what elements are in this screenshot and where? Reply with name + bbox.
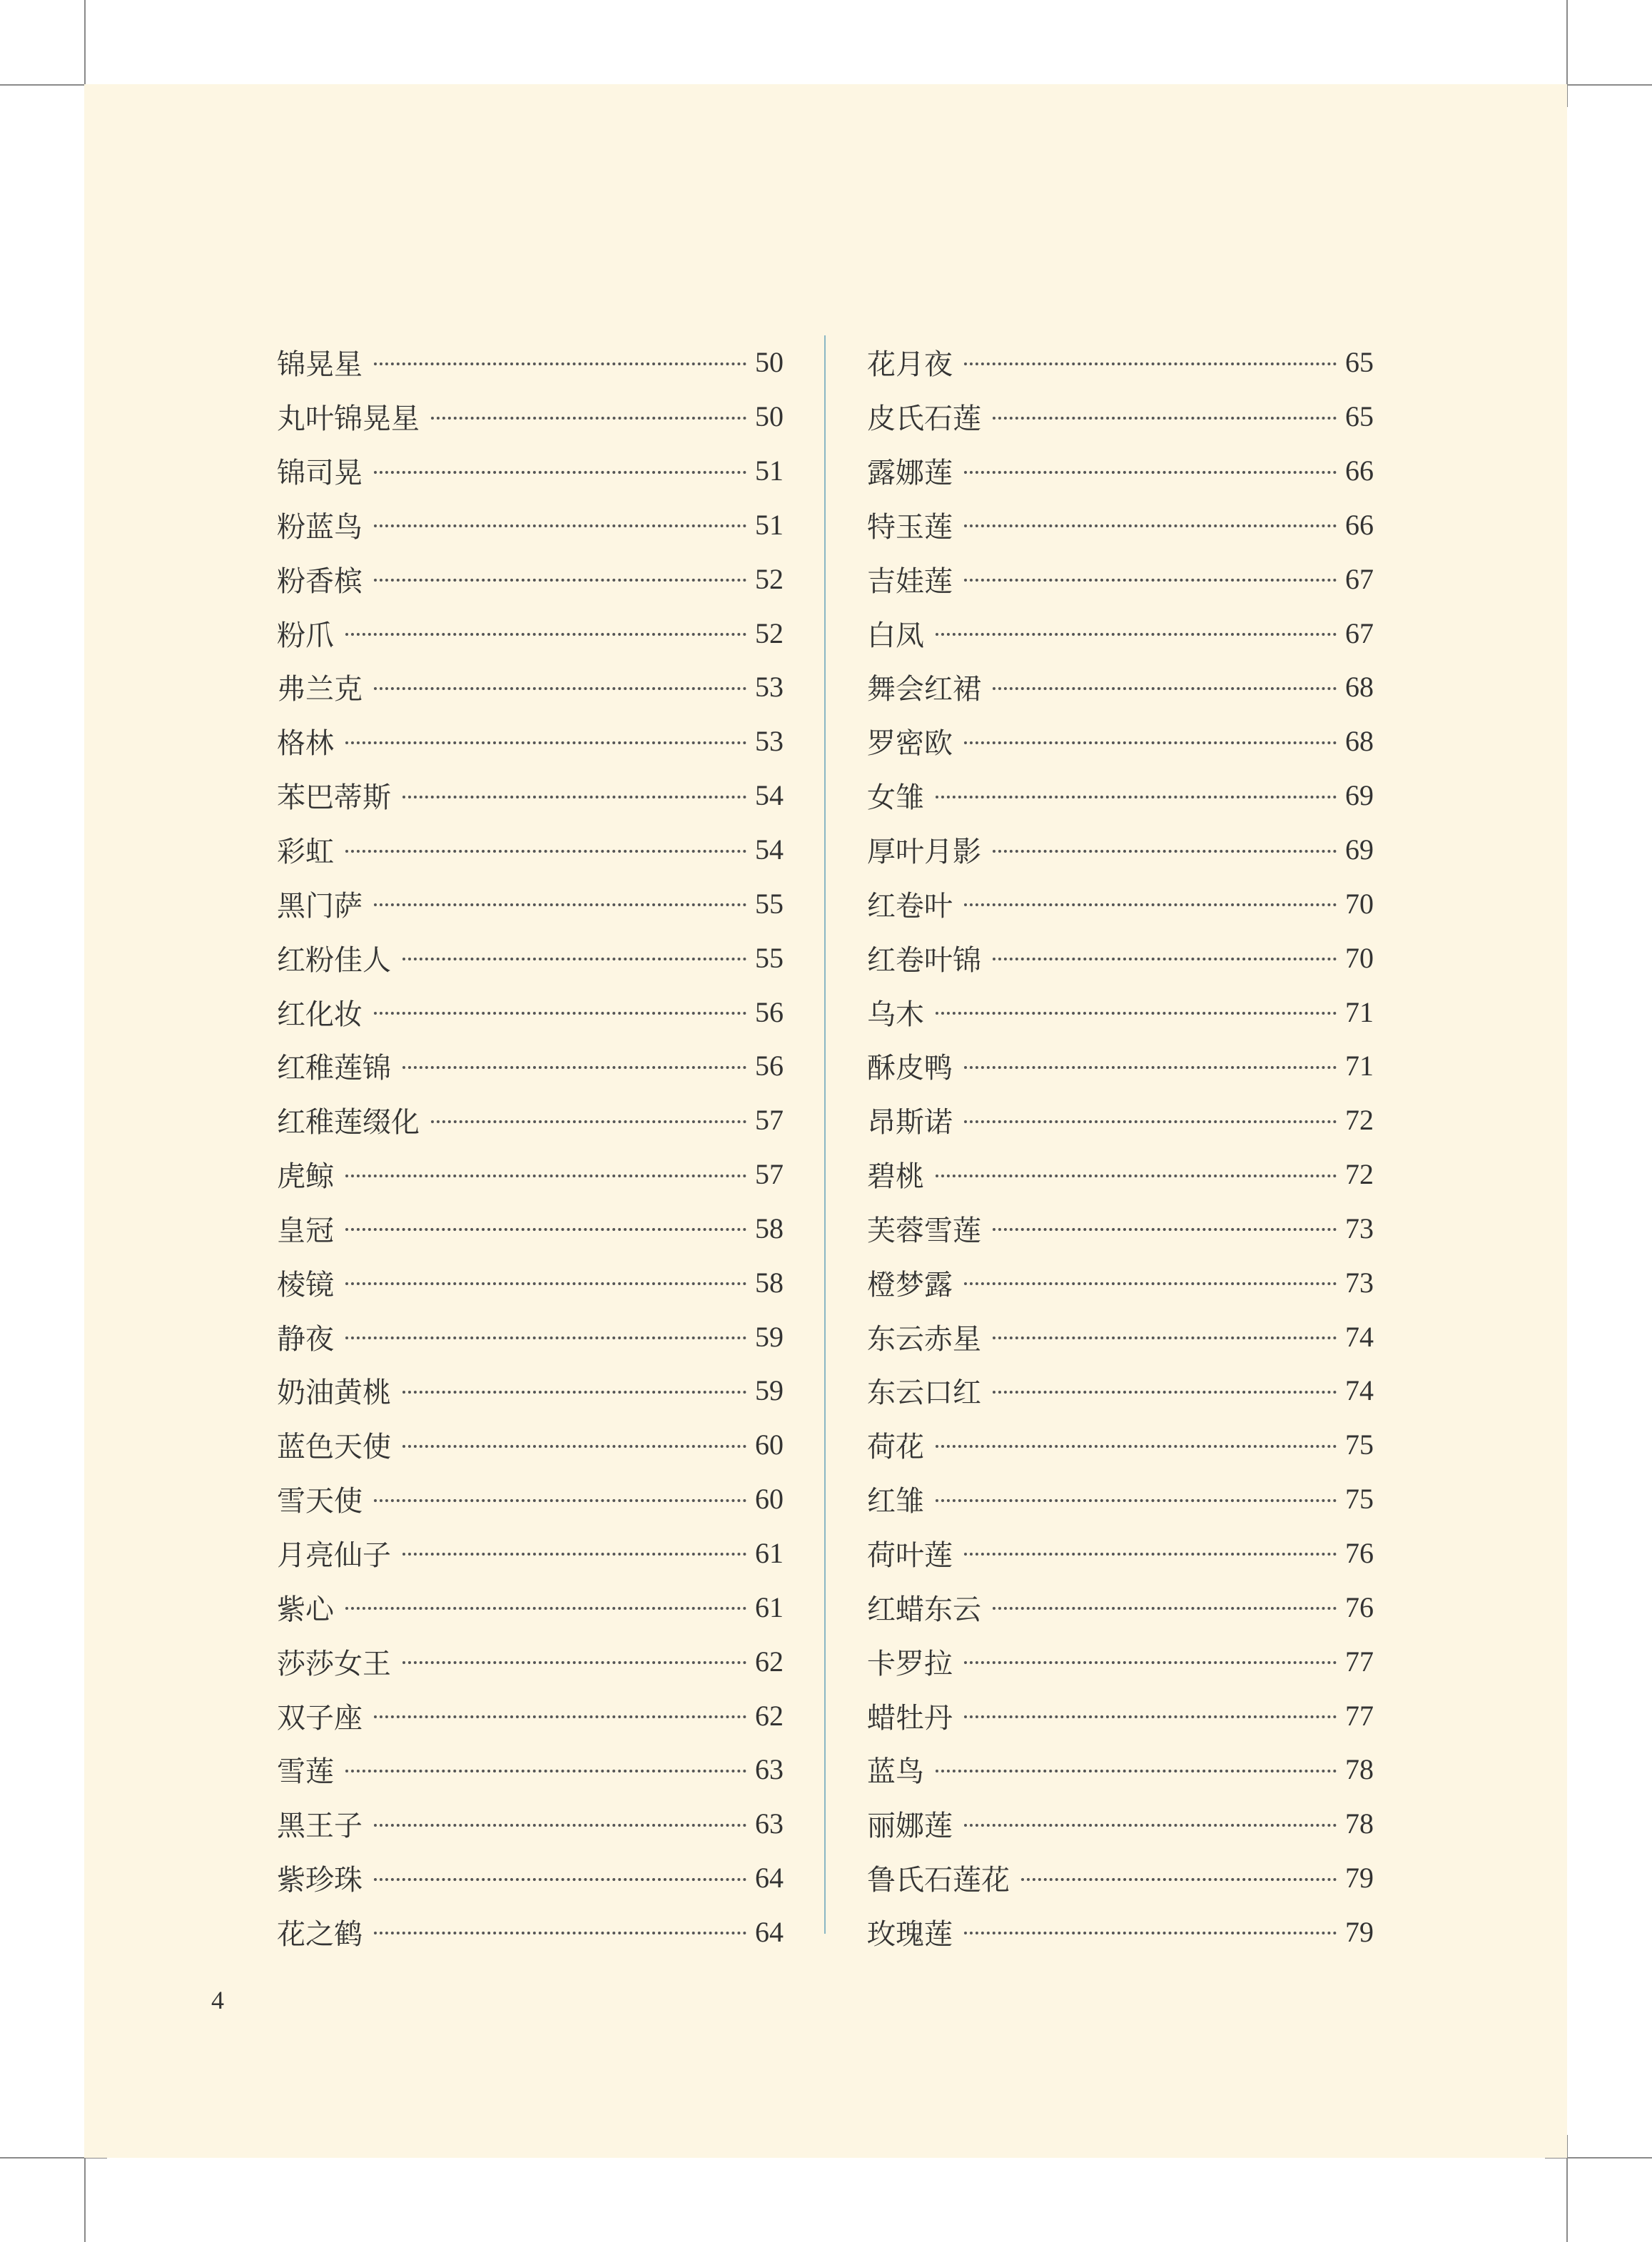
toc-entry xyxy=(867,823,1374,877)
toc-entry xyxy=(277,1202,784,1256)
toc-entry-page: 50 xyxy=(755,346,784,379)
toc-entry xyxy=(277,1147,784,1202)
toc-dot-leader xyxy=(964,579,1337,582)
toc-entry-title: 昂斯诺 xyxy=(867,1106,953,1140)
toc-entry xyxy=(277,498,784,552)
toc-dot-leader xyxy=(374,579,746,582)
toc-entry-page: 52 xyxy=(755,617,784,649)
toc-entry-page: 58 xyxy=(755,1266,784,1299)
toc-entry xyxy=(277,660,784,714)
toc-dot-leader xyxy=(402,1066,746,1069)
toc-entry xyxy=(277,1688,784,1743)
toc-dot-leader xyxy=(964,1066,1337,1069)
toc-entry-title: 橙梦露 xyxy=(867,1268,953,1302)
toc-entry-title: 红化妆 xyxy=(277,998,363,1031)
toc-dot-leader xyxy=(431,1120,746,1123)
toc-dot-leader xyxy=(402,796,746,798)
toc-dot-leader xyxy=(374,524,746,527)
toc-entry-title: 舞会红裙 xyxy=(867,673,981,706)
toc-entry-page: 62 xyxy=(755,1699,784,1732)
toc-dot-leader xyxy=(374,1715,746,1718)
toc-dot-leader xyxy=(936,1012,1337,1015)
toc-entry xyxy=(867,769,1374,823)
toc-entry-page: 65 xyxy=(1345,400,1374,433)
toc-dot-leader xyxy=(993,1228,1337,1231)
toc-entry xyxy=(867,552,1374,606)
toc-entry-title: 粉爪 xyxy=(277,619,334,652)
toc-entry-title: 花之鹤 xyxy=(277,1917,363,1951)
toc-dot-leader xyxy=(964,524,1337,527)
toc-entry xyxy=(277,335,784,390)
toc-entry-title: 花月夜 xyxy=(867,348,953,382)
toc-left-column xyxy=(277,335,784,1959)
toc-entry xyxy=(867,1634,1374,1688)
toc-entry xyxy=(277,1364,784,1418)
toc-entry xyxy=(277,1418,784,1472)
toc-entry xyxy=(867,1904,1374,1959)
toc-entry xyxy=(277,1797,784,1851)
toc-entry-page: 65 xyxy=(1345,346,1374,379)
toc-entry-title: 黑门萨 xyxy=(277,889,363,923)
toc-entry-title: 双子座 xyxy=(277,1701,363,1735)
toc-entry-page: 52 xyxy=(755,562,784,595)
toc-entry-page: 68 xyxy=(1345,671,1374,704)
toc-entry-page: 74 xyxy=(1345,1320,1374,1353)
toc-entry-title: 红卷叶 xyxy=(867,889,953,923)
toc-entry-title: 红稚莲锦 xyxy=(277,1052,391,1085)
toc-entry-page: 79 xyxy=(1345,1915,1374,1948)
toc-entry-page: 69 xyxy=(1345,779,1374,812)
toc-dot-leader xyxy=(374,687,746,690)
toc-dot-leader xyxy=(936,1770,1337,1772)
toc-entry-title: 吉娃莲 xyxy=(867,564,953,598)
toc-dot-leader xyxy=(993,1391,1337,1394)
toc-dot-leader xyxy=(964,1715,1337,1718)
toc-entry-page: 59 xyxy=(755,1374,784,1407)
toc-entry xyxy=(277,606,784,660)
toc-dot-leader xyxy=(936,796,1337,798)
toc-entry xyxy=(867,498,1374,552)
toc-entry xyxy=(867,1526,1374,1581)
toc-entry-page: 77 xyxy=(1345,1645,1374,1678)
toc-entry-page: 53 xyxy=(755,671,784,704)
toc-dot-leader xyxy=(936,633,1337,636)
toc-entry xyxy=(867,1743,1374,1797)
toc-entry xyxy=(867,1580,1374,1634)
toc-entry-title: 卡罗拉 xyxy=(867,1647,953,1680)
toc-entry xyxy=(277,1309,784,1364)
toc-entry-title: 蜡牡丹 xyxy=(867,1701,953,1735)
toc-entry-page: 77 xyxy=(1345,1699,1374,1732)
toc-entry-title: 雪天使 xyxy=(277,1485,363,1518)
toc-entry xyxy=(277,1093,784,1147)
toc-dot-leader xyxy=(402,1445,746,1448)
toc-entry-page: 59 xyxy=(755,1320,784,1353)
toc-entry-title: 芙蓉雪莲 xyxy=(867,1214,981,1247)
toc-entry xyxy=(867,606,1374,660)
toc-entry-title: 皇冠 xyxy=(277,1214,334,1247)
toc-entry-page: 54 xyxy=(755,833,784,866)
toc-entry xyxy=(867,985,1374,1039)
toc-entry-title: 粉蓝鸟 xyxy=(277,510,363,544)
toc-dot-leader xyxy=(964,1282,1337,1285)
toc-entry-page: 50 xyxy=(755,400,784,433)
toc-entry-title: 酥皮鸭 xyxy=(867,1052,953,1085)
toc-dot-leader xyxy=(993,958,1337,960)
toc-entry-page: 70 xyxy=(1345,941,1374,974)
toc-dot-leader xyxy=(964,1824,1337,1827)
toc-entry xyxy=(277,876,784,930)
toc-entry xyxy=(277,823,784,877)
toc-entry-title: 锦司晃 xyxy=(277,457,363,490)
toc-entry-page: 64 xyxy=(755,1915,784,1948)
toc-entry xyxy=(277,1904,784,1959)
toc-entry xyxy=(867,714,1374,769)
toc-entry-title: 鲁氏石莲花 xyxy=(867,1864,1010,1897)
page-number: 4 xyxy=(211,1986,224,2014)
toc-entry xyxy=(867,1472,1374,1526)
toc-entry xyxy=(867,1147,1374,1202)
toc-entry-page: 75 xyxy=(1345,1483,1374,1516)
toc-entry xyxy=(277,714,784,769)
toc-entry-title: 月亮仙子 xyxy=(277,1538,391,1572)
toc-dot-leader xyxy=(964,1120,1337,1123)
toc-entry xyxy=(867,660,1374,714)
toc-entry-title: 棱镜 xyxy=(277,1268,334,1302)
toc-entry-title: 丸叶锦晃星 xyxy=(277,402,420,436)
toc-entry xyxy=(867,1851,1374,1905)
toc-entry-title: 罗密欧 xyxy=(867,727,953,761)
toc-dot-leader xyxy=(345,1770,746,1772)
column-divider xyxy=(824,335,826,1934)
toc-entry-page: 67 xyxy=(1345,562,1374,595)
toc-entry-page: 53 xyxy=(755,725,784,758)
toc-dot-leader xyxy=(345,850,746,853)
toc-dot-leader xyxy=(964,362,1337,365)
toc-entry xyxy=(867,1309,1374,1364)
toc-entry-title: 玫瑰莲 xyxy=(867,1917,953,1951)
toc-entry-page: 57 xyxy=(755,1158,784,1191)
toc-entry xyxy=(277,1526,784,1581)
toc-entry-title: 荷花 xyxy=(867,1431,924,1464)
toc-entry-page: 72 xyxy=(1345,1104,1374,1137)
toc-entry-title: 红蜡东云 xyxy=(867,1593,981,1626)
toc-entry-title: 蓝鸟 xyxy=(867,1755,924,1789)
toc-entry-page: 66 xyxy=(1345,455,1374,487)
toc-entry-page: 70 xyxy=(1345,887,1374,920)
toc-dot-leader xyxy=(431,417,746,420)
toc-entry-page: 58 xyxy=(755,1212,784,1244)
toc-entry-title: 莎莎女王 xyxy=(277,1647,391,1680)
toc-entry-title: 红卷叶锦 xyxy=(867,943,981,977)
toc-entry xyxy=(277,1743,784,1797)
toc-entry-title: 红雏 xyxy=(867,1485,924,1518)
toc-dot-leader xyxy=(374,1499,746,1502)
toc-entry-title: 乌木 xyxy=(867,998,924,1031)
toc-entry xyxy=(867,1364,1374,1418)
toc-dot-leader xyxy=(993,850,1337,853)
toc-entry-page: 54 xyxy=(755,779,784,812)
toc-dot-leader xyxy=(402,1553,746,1556)
toc-entry-title: 彩虹 xyxy=(277,836,334,869)
toc-dot-leader xyxy=(345,741,746,744)
toc-entry xyxy=(277,1851,784,1905)
toc-dot-leader xyxy=(993,687,1337,690)
toc-dot-leader xyxy=(993,417,1337,420)
toc-entry-title: 厚叶月影 xyxy=(867,836,981,869)
toc-entry-page: 60 xyxy=(755,1483,784,1516)
toc-entry-title: 格林 xyxy=(277,727,334,761)
toc-entry-page: 51 xyxy=(755,455,784,487)
toc-dot-leader xyxy=(936,1175,1337,1177)
toc-entry xyxy=(277,1472,784,1526)
toc-entry-title: 弗兰克 xyxy=(277,673,363,706)
toc-entry-page: 79 xyxy=(1345,1862,1374,1894)
toc-entry-title: 丽娜莲 xyxy=(867,1810,953,1843)
toc-dot-leader xyxy=(402,958,746,960)
toc-dot-leader xyxy=(374,362,746,365)
toc-entry-title: 东云口红 xyxy=(867,1376,981,1410)
toc-entry-page: 78 xyxy=(1345,1807,1374,1840)
toc-dot-leader xyxy=(345,1607,746,1610)
toc-entry-page: 76 xyxy=(1345,1591,1374,1623)
toc-dot-leader xyxy=(964,1932,1337,1934)
toc-entry-page: 68 xyxy=(1345,725,1374,758)
toc-entry-title: 紫心 xyxy=(277,1593,334,1626)
toc-entry xyxy=(867,1039,1374,1093)
toc-entry xyxy=(867,1255,1374,1309)
toc-dot-leader xyxy=(374,1012,746,1015)
toc-dot-leader xyxy=(936,1499,1337,1502)
toc-entry xyxy=(277,552,784,606)
toc-entry-title: 虎鲸 xyxy=(277,1160,334,1194)
toc-entry xyxy=(867,335,1374,390)
toc-dot-leader xyxy=(345,1336,746,1339)
toc-entry-page: 78 xyxy=(1345,1753,1374,1786)
toc-dot-leader xyxy=(345,1175,746,1177)
toc-entry xyxy=(277,930,784,985)
toc-right-column xyxy=(867,335,1374,1959)
toc-entry-title: 女雏 xyxy=(867,781,924,815)
toc-entry-title: 特玉莲 xyxy=(867,510,953,544)
toc-entry-page: 73 xyxy=(1345,1212,1374,1244)
toc-dot-leader xyxy=(402,1391,746,1394)
toc-dot-leader xyxy=(374,1932,746,1934)
toc-dot-leader xyxy=(1021,1878,1337,1881)
toc-entry-title: 静夜 xyxy=(277,1322,334,1356)
toc-entry-page: 74 xyxy=(1345,1374,1374,1407)
toc-dot-leader xyxy=(936,1445,1337,1448)
toc-entry-page: 63 xyxy=(755,1807,784,1840)
toc-dot-leader xyxy=(964,741,1337,744)
toc-entry xyxy=(277,390,784,444)
toc-entry xyxy=(867,390,1374,444)
toc-entry-page: 60 xyxy=(755,1429,784,1461)
toc-dot-leader xyxy=(993,1607,1337,1610)
toc-dot-leader xyxy=(402,1661,746,1664)
toc-entry-page: 63 xyxy=(755,1753,784,1786)
toc-entry xyxy=(867,444,1374,498)
toc-entry-page: 61 xyxy=(755,1591,784,1623)
toc-entry-page: 71 xyxy=(1345,995,1374,1028)
toc-entry-title: 苯巴蒂斯 xyxy=(277,781,391,815)
toc-dot-leader xyxy=(374,471,746,474)
toc-dot-leader xyxy=(374,903,746,906)
toc-dot-leader xyxy=(964,471,1337,474)
toc-entry xyxy=(277,1580,784,1634)
toc-entry-title: 紫珍珠 xyxy=(277,1864,363,1897)
toc-entry-title: 碧桃 xyxy=(867,1160,924,1194)
toc-entry xyxy=(277,444,784,498)
toc-entry-title: 锦晃星 xyxy=(277,348,363,382)
toc-dot-leader xyxy=(374,1878,746,1881)
toc-entry-page: 72 xyxy=(1345,1158,1374,1191)
toc-entry-page: 55 xyxy=(755,941,784,974)
toc-entry-title: 红粉佳人 xyxy=(277,943,391,977)
toc-entry xyxy=(867,1093,1374,1147)
toc-entry-page: 56 xyxy=(755,995,784,1028)
toc-entry xyxy=(867,930,1374,985)
toc-entry-title: 蓝色天使 xyxy=(277,1431,391,1464)
toc-entry-page: 51 xyxy=(755,508,784,541)
toc-entry xyxy=(867,1202,1374,1256)
toc-dot-leader xyxy=(345,1228,746,1231)
toc-entry-page: 57 xyxy=(755,1104,784,1137)
toc-entry-page: 67 xyxy=(1345,617,1374,649)
toc-entry xyxy=(867,1418,1374,1472)
toc-entry xyxy=(867,1797,1374,1851)
toc-entry-title: 皮氏石莲 xyxy=(867,402,981,436)
toc-dot-leader xyxy=(345,1282,746,1285)
toc-entry-title: 白凤 xyxy=(867,619,924,652)
toc-dot-leader xyxy=(374,1824,746,1827)
toc-entry xyxy=(277,769,784,823)
toc-entry-title: 东云赤星 xyxy=(867,1322,981,1356)
toc-entry-title: 奶油黄桃 xyxy=(277,1376,391,1410)
toc-entry xyxy=(277,1255,784,1309)
toc-entry-page: 73 xyxy=(1345,1266,1374,1299)
toc-entry-title: 粉香槟 xyxy=(277,564,363,598)
toc-entry-page: 75 xyxy=(1345,1429,1374,1461)
toc-dot-leader xyxy=(964,1661,1337,1664)
toc-dot-leader xyxy=(345,633,746,636)
toc-entry-page: 61 xyxy=(755,1536,784,1569)
toc-entry-title: 荷叶莲 xyxy=(867,1538,953,1572)
toc-entry-page: 76 xyxy=(1345,1536,1374,1569)
toc-entry xyxy=(867,876,1374,930)
toc-entry-title: 红稚莲缀化 xyxy=(277,1106,420,1140)
toc-entry xyxy=(277,1039,784,1093)
toc-entry xyxy=(277,985,784,1039)
toc-entry-title: 雪莲 xyxy=(277,1755,334,1789)
toc-entry xyxy=(277,1634,784,1688)
toc-entry-title: 露娜莲 xyxy=(867,457,953,490)
toc-dot-leader xyxy=(964,1553,1337,1556)
toc-entry-page: 62 xyxy=(755,1645,784,1678)
toc-entry-page: 55 xyxy=(755,887,784,920)
toc-dot-leader xyxy=(964,903,1337,906)
toc-entry-page: 64 xyxy=(755,1862,784,1894)
toc-entry-page: 69 xyxy=(1345,833,1374,866)
toc-entry-title: 黑王子 xyxy=(277,1810,363,1843)
toc-entry-page: 56 xyxy=(755,1050,784,1082)
toc-entry-page: 66 xyxy=(1345,508,1374,541)
toc-entry-page: 71 xyxy=(1345,1050,1374,1082)
toc-entry xyxy=(867,1688,1374,1743)
toc-dot-leader xyxy=(993,1336,1337,1339)
